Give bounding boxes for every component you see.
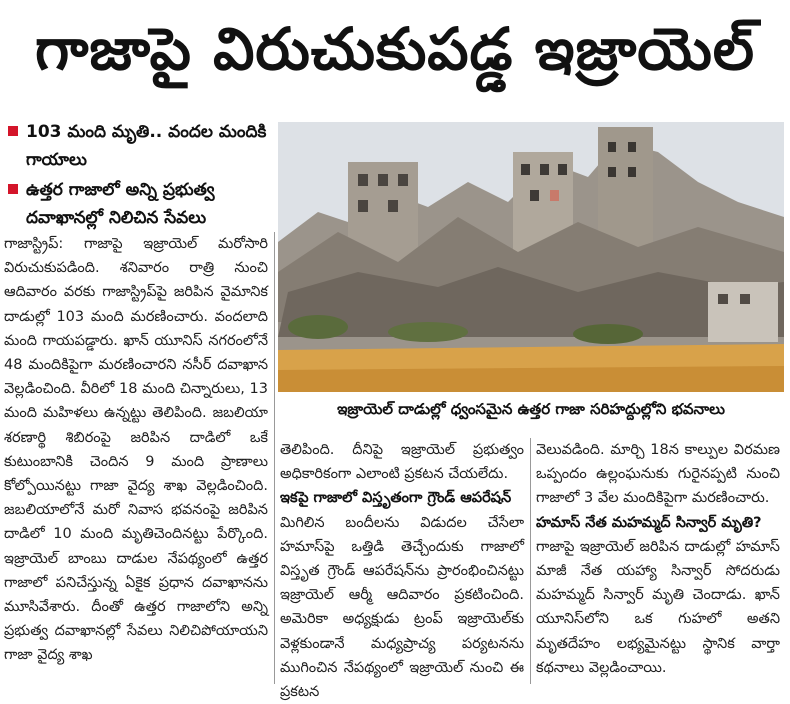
photo-illustration <box>278 122 784 392</box>
destroyed-buildings-photo <box>278 122 784 392</box>
highlight-text: ఉత్తర గాజాలో అన్ని ప్రభుత్వ దవాఖానల్లో నిలిచిన సేవలు <box>26 180 215 228</box>
red-square-bullet-icon <box>8 126 18 136</box>
article-paragraph: గాజాస్ట్రిప్: గాజాపై ఇజ్రాయెల్ మరోసారి విరుచుకుపడింది. శనివారం రాత్రి నుంచి ఆదివారం వరకు గాజాస్ట్రిప్‌పై జరిపిన వైమానిక దాడుల్లో 103 మంది మరణించారు. వందలాది మంది గాయపడ్డారు. ఖాన్ యూనిస్ నగరంలోనే 48 మందికిపైగా మరణించారని నసీర్ దవాఖాన వెల్లడించింది. వీరిలో 18 మంది చిన్నారులు, 13 మంది మహిళలు ఉన్నట్టు తెలిపింది. జబలియా శరణార్థి శిబిరంపై జరిపిన దాడిలో ఒకే కుటుంబానికి చెందిన 9 మంది ప్రాణాలు కోల్పోయినట్టు గాజా వైద్య శాఖ వెల్లడించింది. జబలియాలోనే మరో నివాస భవనంపై జరిపిన దాడిలో 10 మంది మృతిచెందినట్టు పేర్కొంది. ఇజ్రాయెల్ బాంబు దాడుల నేపథ్యంలో ఉత్తర గాజాలో పనిచేస్తున్న ఏకైక ప్రధాన దవాఖానను మూసివేశారు. దీంతో ఉత్తర గాజాలోని అన్ని ప్రభుత్వ దవాఖానల్లో సేవలు నిలిచిపోయాయని గాజా వైద్య శాఖ <box>4 236 268 664</box>
article-paragraph: తెలిపింది. దీనిపై ఇజ్రాయెల్ ప్రభుత్వం అధికారికంగా ఎలాంటి ప్రకటన చేయలేదు. <box>280 442 524 483</box>
headline: గాజాపై విరుచుకుపడ్డ ఇజ్రాయెల్ <box>34 14 755 83</box>
article-subhead: హమాస్ నేత మహమ్మద్ సిన్వార్ మృతి? <box>536 514 762 531</box>
article-paragraph: మిగిలిన బందీలను విడుదల చేసేలా హమాస్‌పై ఒత్తిడి తెచ్చేందుకు గాజాలో విస్తృత గ్రౌండ్ ఆపరేషన్‌ను ప్రారంభించినట్టు ఇజ్రాయెల్ ఆర్మీ ఆదివారం ప్రకటించింది. అమెరికా అధ్యక్షుడు ట్రంప్ ఇజ్రాయెల్‌కు వెళ్లకుండానే మధ్యప్రాచ్య పర్యటనను ముగించిన నేపథ్యంలో ఇజ్రాయెల్ నుంచి ఈ ప్రకటన <box>280 514 524 701</box>
highlight-item <box>4 176 268 232</box>
highlights-box <box>4 118 268 234</box>
red-square-bullet-icon <box>8 184 18 194</box>
photo-caption: ఇజ్రాయెల్ దాడుల్లో ధ్వంసమైన ఉత్తర గాజా సరిహద్దుల్లోని భవనాలు <box>337 400 725 418</box>
article-column-2 <box>280 438 531 701</box>
highlight-item <box>4 118 268 174</box>
article-column-1 <box>4 232 275 684</box>
article-paragraph: గాజాపై ఇజ్రాయెల్ జరిపిన దాడుల్లో హమాస్ మాజీ నేత యహ్యా సిన్వార్ సోదరుడు మహమ్మద్ సిన్వార్ మృతి చెందాడు. ఖాన్ యూనిస్‌లోని ఒక గుహలో అతని మృతదేహం లభ్యమైనట్టు స్థానిక వార్తా కథనాలు వెల్లడించాయి. <box>536 538 780 676</box>
article-column-3 <box>536 438 780 684</box>
article-subhead: ఇకపై గాజాలో విస్తృతంగా గ్రౌండ్ ఆపరేషన్ <box>280 490 512 507</box>
article-paragraph: వెలువడింది. మార్చి 18న కాల్పుల విరమణ ఒప్పందం ఉల్లంఘనుకు గురైనప్పటి నుంచి గాజాలో 3 వేల మందికిపైగా మరణించారు. <box>536 442 780 507</box>
highlight-text: 103 మంది మృతి.. వందల మందికి గాయాలు <box>26 122 267 170</box>
